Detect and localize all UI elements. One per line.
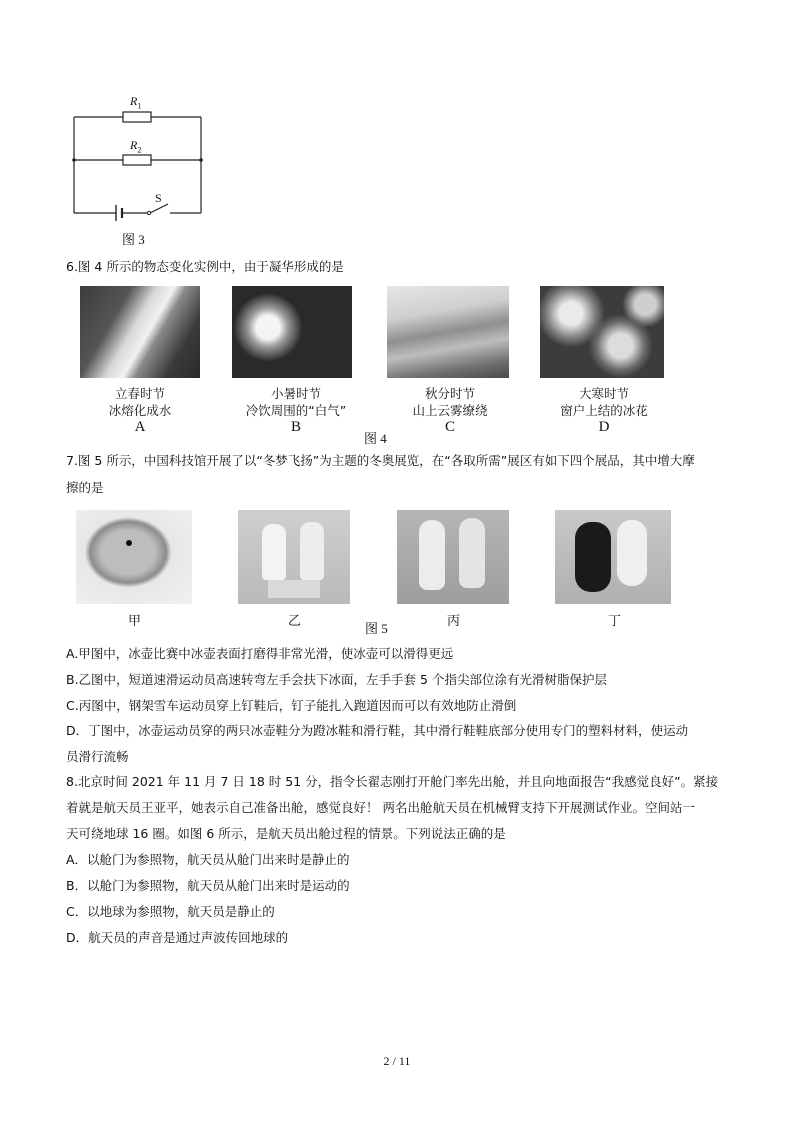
photo-cold-drink-mist (232, 286, 352, 378)
option-8a: A．以舱门为参照物，航天员从舱门出来时是静止的 (66, 852, 350, 867)
r1-resistor (123, 112, 151, 122)
photo-window-frost (540, 286, 664, 378)
option-8b: B．以舱门为参照物，航天员从舱门出来时是运动的 (66, 878, 350, 893)
question-6-stem: 6.图 4 所示的物态变化实例中，由于凝华形成的是 (66, 259, 344, 274)
option-7a: A.甲图中，冰壶比赛中冰壶表面打磨得非常光滑，使冰壶可以滑得更远 (66, 646, 454, 661)
option-8d: D．航天员的声音是通过声波传回地球的 (66, 930, 289, 945)
option-7d-line-2: 员滑行流畅 (66, 749, 129, 764)
photo-curling-stone (76, 510, 192, 604)
figure-5-caption: 图 5 (365, 621, 388, 636)
option-6b-caption: 小暑时节 冷饮周围的“白气” B (245, 386, 347, 435)
photo-ice-melting (80, 286, 200, 378)
figure-3-caption: 图 3 (122, 232, 145, 247)
switch-label: S (155, 191, 162, 205)
option-6c-caption: 秋分时节 山上云雾缭绕 C (412, 386, 488, 435)
option-7d-line-1: D．丁图中，冰壶运动员穿的两只冰壶鞋分为蹬冰鞋和滑行鞋，其中滑行鞋鞋底部分使用专门的塑料材料，使运动 (66, 723, 689, 738)
photo-curling-shoes (555, 510, 671, 604)
option-7b: B.乙图中，短道速滑运动员高速转弯左手会扶下冰面，左手手套 5 个指尖部位涂有光滑树脂保护层 (66, 672, 607, 687)
r2-resistor (123, 155, 151, 165)
question-8-stem-line-3: 天可绕地球 16 圈。如图 6 所示，是航天员出舱过程的情景。下列说法正确的是 (66, 826, 506, 841)
option-6d-caption: 大寒时节 窗户上结的冰花 D (560, 386, 648, 435)
photo-mountain-fog (387, 286, 509, 378)
photo-label-yi: 乙 (288, 613, 302, 628)
photo-label-jia: 甲 (128, 613, 142, 628)
figure-4-caption: 图 4 (364, 431, 387, 446)
r1-label: $R_1$ (130, 94, 142, 111)
photo-spiked-shoes (397, 510, 509, 604)
option-7c: C.丙图中，钢架雪车运动员穿上钉鞋后，钉子能扎入跑道因而可以有效地防止滑倒 (66, 698, 517, 713)
photo-label-ding: 丁 (608, 613, 622, 628)
photo-speed-skating-gloves (238, 510, 350, 604)
option-8c: C．以地球为参照物，航天员是静止的 (66, 904, 275, 919)
question-8-stem-line-1: 8.北京时间 2021 年 11 月 7 日 18 时 51 分，指令长翟志刚打开舱门率先出舱，并且向地面报告“我感觉良好”。紧接 (66, 774, 719, 789)
question-7-stem-line-2: 擦的是 (66, 480, 104, 495)
r2-label: $R_2$ (130, 138, 142, 155)
photo-label-bing: 丙 (447, 613, 461, 628)
option-6a-caption: 立春时节 冰熔化成水 A (108, 386, 172, 435)
question-7-stem-line-1: 7.图 5 所示，中国科技馆开展了以“冬梦飞扬”为主题的冬奥展览，在“各取所需”展区有如下四个展品，其中增大摩 (66, 453, 695, 468)
question-8-stem-line-2: 着就是航天员王亚平，她表示自己准备出舱，感觉良好！ 两名出舱航天员在机械臂支持下开展测试作业。空间站一 (66, 800, 695, 815)
page-number: 2 / 11 (383, 1054, 411, 1068)
